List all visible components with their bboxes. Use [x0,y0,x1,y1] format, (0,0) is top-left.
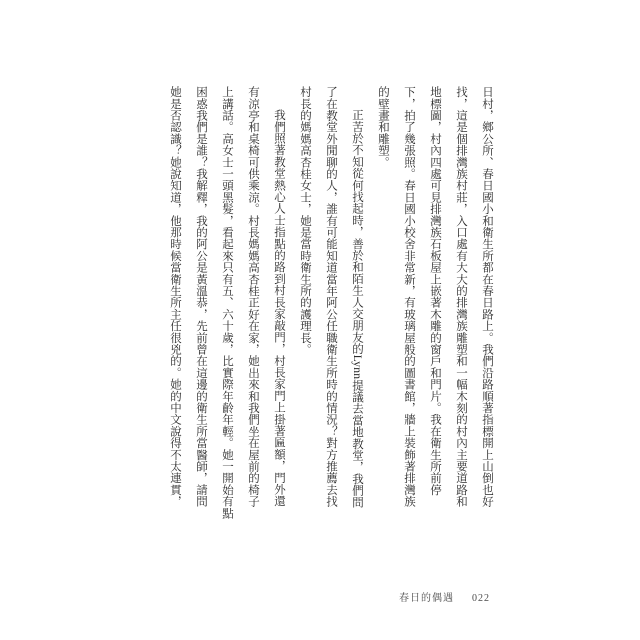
text-column-12: 困惑我們是誰？我解釋，我的阿公是黃溫恭，先前曾在這邊的衛生所當醫師，請問 [195,86,207,508]
text-column-3: 地標圖，村內四處可見排灣族石板屋上嵌著木雕的窗戶和門片。我在衛生所前停 [429,86,441,496]
text-column-7: 了在教堂外閒聊的人，誰有可能知道當年阿公任職衛生所時的情況？對方推薦去找 [325,86,337,508]
text-column-10: 有涼亭和桌椅可供乘涼。村長媽媽高杏桂正好在家，她出來和我們坐在屋前的椅子 [247,86,259,508]
text-column-1: 日村，鄉公所、春日國小和衛生所都在春日路上。我們沿路順著指標開上山倒也好 [481,86,493,508]
text-column-9: 我們照著教堂熱心人士指點的路到村長家敲門，村長家門上掛著匾額，門外還 [273,109,285,507]
text-column-4: 下，拍了幾張照。春日國小校舍非常新，有玻璃屋般的圖書館，牆上裝飾著排灣族 [403,86,415,508]
text-column-11: 上講話。高女士一頭黑髮，看起來只有五、六十歲，比實際年齡年輕。她一開始有點 [221,86,233,519]
text-column-8: 村長的媽媽高杏桂女士，她是當時衛生所的護理長。 [299,86,311,356]
text-column-6: 正苦於不知從何找起時，善於和陌生人交朋友的Lynn提議去當地教堂，我們問 [351,109,363,508]
text-column-2: 找，這是個排灣族村莊，入口處有大大的排灣族雕塑和一幅木刻的村內主要道路和 [455,86,467,508]
running-title: 春日的偶遇 [399,593,454,604]
page-number: 022 [472,593,490,604]
text-column-13: 她是否認識？她說知道，他那時候當衛生所主任很兇的。她的中文說得不太連貫， [169,86,181,508]
text-column-5: 的壁畫和雕塑。 [377,86,389,168]
page-footer [399,589,490,604]
page-body-text [162,86,500,519]
